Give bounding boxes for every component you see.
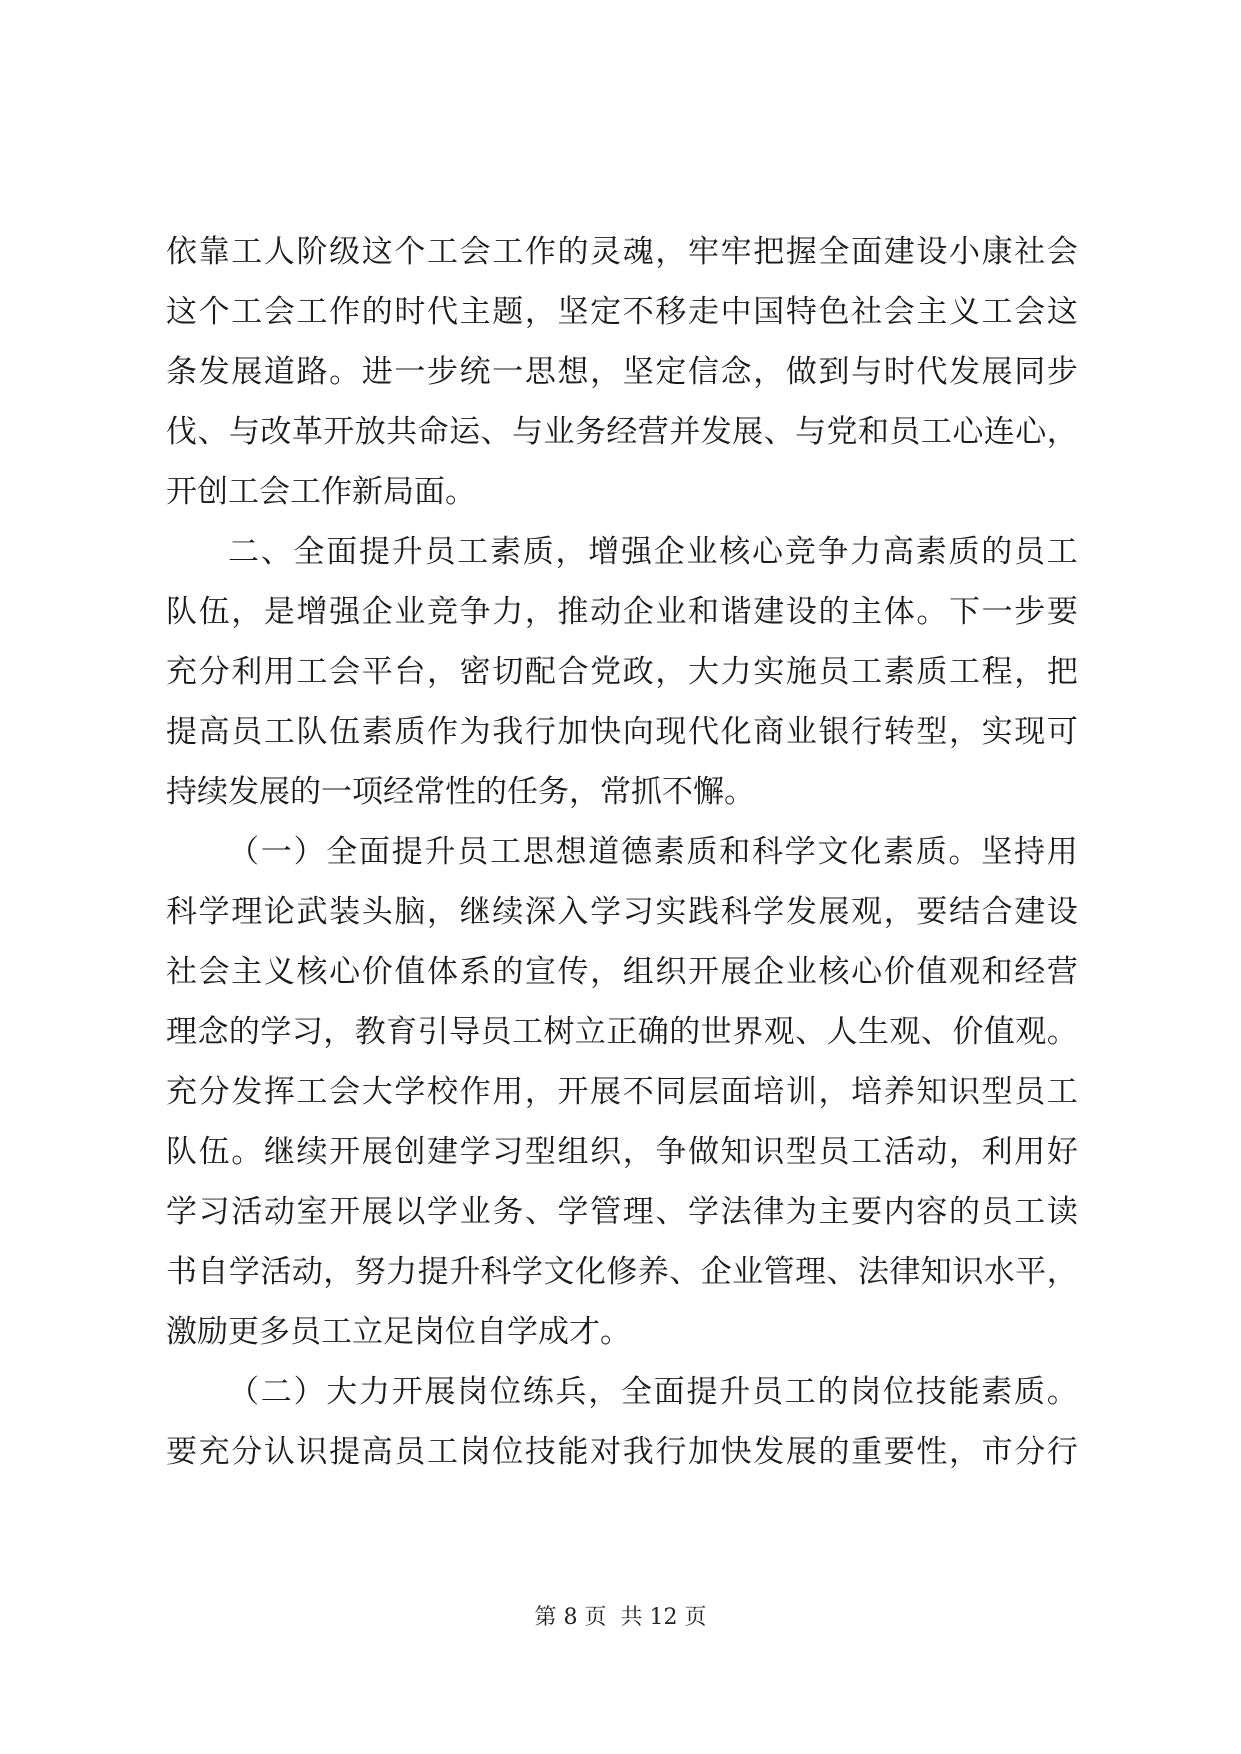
text-line: 开创工会工作新局面。 [166, 474, 476, 510]
document-body [166, 222, 1078, 1482]
text-line: 依 靠 工 人 阶 级 这 个 工 会 工 作 的 灵 魂 ， 牢 牢 把 握 全 面 建 设 小 康 社 会 [166, 234, 1078, 270]
text-line: 社 会 主 义 核 心 价 值 体 系 的 宣 传 ， 组 织 开 展 企 业 核 心 价 值 观 和 经 营 [166, 954, 1078, 990]
text-line: 科 学 理 论 武 装 头 脑 ， 继 续 深 入 学 习 实 践 科 学 发 展 观 ， 要 结 合 建 设 [166, 894, 1078, 930]
text-line: 伐 、 与 改 革 开 放 共 命 运 、 与 业 务 经 营 并 发 展 、 与 党 和 员 工 心 连 心 ， [166, 414, 1078, 450]
text-line: 激励更多员工立足岗位自学成才。 [166, 1314, 631, 1350]
text-line: 理 念 的 学 习 ， 教 育 引 导 员 工 树 立 正 确 的 世 界 观 、 人 生 观 、 价 值 观 。 [166, 1014, 1078, 1050]
text-line: （ 一 ） 全 面 提 升 员 工 思 想 道 德 素 质 和 科 学 文 化 素 质 。 坚 持 用 [228, 834, 1078, 870]
text-line: 队 伍 。 继 续 开 展 创 建 学 习 型 组 织 ， 争 做 知 识 型 员 工 活 动 ， 利 用 好 [166, 1134, 1078, 1170]
text-line: 学 习 活 动 室 开 展 以 学 业 务 、 学 管 理 、 学 法 律 为 主 要 内 容 的 员 工 读 [166, 1194, 1078, 1230]
text-line: 充 分 利 用 工 会 平 台 ， 密 切 配 合 党 政 ， 大 力 实 施 员 工 素 质 工 程 ， 把 [166, 654, 1078, 690]
page-footer: 第 8 页 共 12 页 [534, 1605, 707, 1630]
text-line: 要 充 分 认 识 提 高 员 工 岗 位 技 能 对 我 行 加 快 发 展 的 重 要 性 ， 市 分 行 [166, 1434, 1078, 1470]
text-line: 条 发 展 道 路 。 进 一 步 统 一 思 想 ， 坚 定 信 念 ， 做 到 与 时 代 发 展 同 步 [166, 354, 1078, 390]
text-line: 提 高 员 工 队 伍 素 质 作 为 我 行 加 快 向 现 代 化 商 业 银 行 转 型 ， 实 现 可 [166, 714, 1078, 750]
text-line: 队 伍 ， 是 增 强 企 业 竞 争 力 ， 推 动 企 业 和 谐 建 设 的 主 体 。 下 一 步 要 [166, 594, 1078, 630]
text-line: （ 二 ） 大 力 开 展 岗 位 练 兵 ， 全 面 提 升 员 工 的 岗 位 技 能 素 质 。 [228, 1374, 1078, 1410]
text-line: 这 个 工 会 工 作 的 时 代 主 题 ， 坚 定 不 移 走 中 国 特 色 社 会 主 义 工 会 这 [166, 294, 1078, 330]
text-line: 持续发展的一项经常性的任务，常抓不懈。 [166, 774, 755, 810]
text-line: 二 、 全 面 提 升 员 工 素 质 ， 增 强 企 业 核 心 竞 争 力 高 素 质 的 员 工 [228, 534, 1078, 570]
text-line: 充 分 发 挥 工 会 大 学 校 作 用 ， 开 展 不 同 层 面 培 训 ， 培 养 知 识 型 员 工 [166, 1074, 1078, 1110]
text-line: 书 自 学 活 动 ， 努 力 提 升 科 学 文 化 修 养 、 企 业 管 理 、 法 律 知 识 水 平 ， [166, 1254, 1078, 1290]
